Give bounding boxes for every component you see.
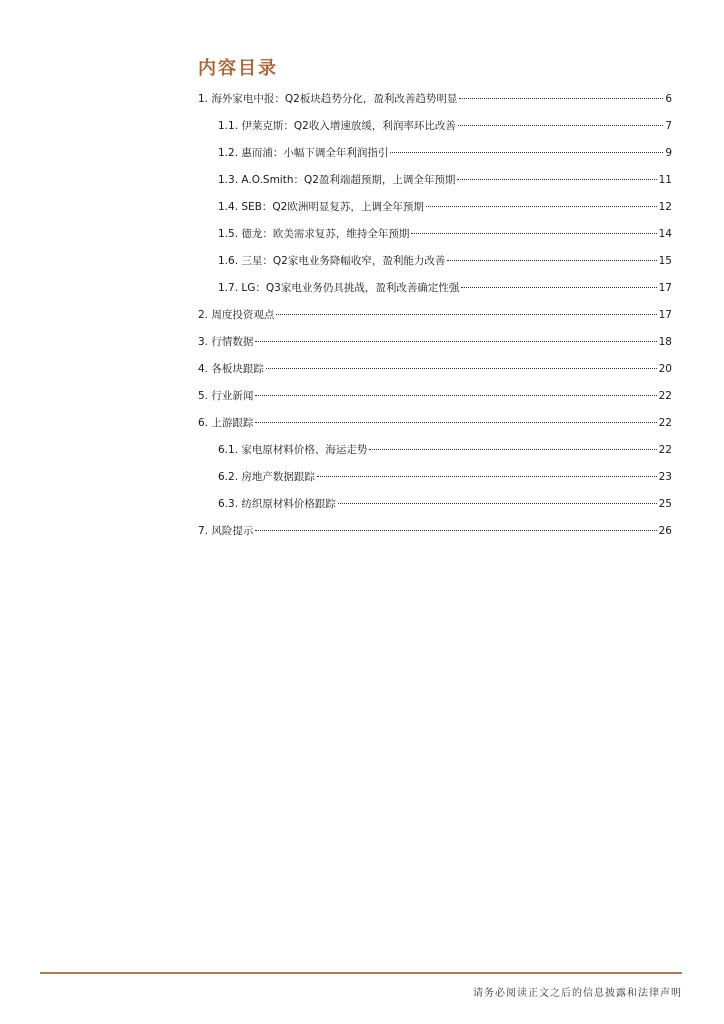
toc-entry[interactable] (198, 389, 672, 416)
toc-entry[interactable] (198, 146, 672, 173)
toc-entry[interactable] (198, 524, 672, 551)
toc-entry-label: 1.7. LG：Q3家电业务仍具挑战，盈利改善确定性强 (218, 282, 460, 294)
toc-entry[interactable] (198, 227, 672, 254)
toc-page-number: 23 (658, 471, 672, 483)
toc-entry[interactable] (198, 92, 672, 119)
dot-leader (317, 476, 657, 477)
toc-entry[interactable] (198, 200, 672, 227)
toc-entry-label: 4. 各板块跟踪 (198, 363, 264, 375)
dot-leader (276, 314, 656, 315)
footer-disclaimer: 请务必阅读正文之后的信息披露和法律声明 (473, 988, 682, 999)
toc-page-number: 15 (658, 255, 672, 267)
toc-entry-label: 1.3. A.O.Smith：Q2盈利端超预期，上调全年预期 (218, 174, 456, 186)
toc-entry-label: 1.6. 三星：Q2家电业务降幅收窄，盈利能力改善 (218, 255, 446, 267)
footer-divider (40, 972, 682, 974)
toc-entry[interactable] (198, 119, 672, 146)
toc-entry-label: 1.2. 惠而浦：小幅下调全年利润指引 (218, 147, 389, 159)
toc-page-number: 17 (658, 309, 672, 321)
dot-leader (457, 179, 656, 180)
toc-entry[interactable] (198, 416, 672, 443)
dot-leader (461, 287, 656, 288)
dot-leader (369, 449, 656, 450)
toc-page-number: 7 (665, 120, 672, 132)
toc-entry[interactable] (198, 335, 672, 362)
toc-page-number: 22 (658, 444, 672, 456)
dot-leader (390, 152, 663, 153)
toc-entry-label: 6. 上游跟踪 (198, 417, 254, 429)
toc-page-number: 17 (658, 282, 672, 294)
dot-leader (447, 260, 656, 261)
toc-entry-label: 1.4. SEB：Q2欧洲明显复苏，上调全年预期 (218, 201, 424, 213)
toc-entry[interactable] (198, 254, 672, 281)
toc-entry[interactable] (198, 281, 672, 308)
toc-page-number: 26 (658, 525, 672, 537)
toc-entry-label: 5. 行业新闻 (198, 390, 254, 402)
toc-entry-label: 6.3. 纺织原材料价格跟踪 (218, 498, 336, 510)
dot-leader (255, 422, 656, 423)
toc-entry[interactable] (198, 173, 672, 200)
toc-page-number: 9 (665, 147, 672, 159)
toc-entry[interactable] (198, 362, 672, 389)
toc-title: 内容目录 (198, 58, 278, 79)
dot-leader (255, 395, 656, 396)
toc-entry-label: 1. 海外家电中报：Q2板块趋势分化，盈利改善趋势明显 (198, 93, 458, 105)
toc-entry-label: 6.2. 房地产数据跟踪 (218, 471, 315, 483)
toc-page-number: 25 (658, 498, 672, 510)
toc-entry[interactable] (198, 308, 672, 335)
dot-leader (255, 341, 656, 342)
toc-entry-label: 7. 风险提示 (198, 525, 254, 537)
dot-leader (266, 368, 657, 369)
toc-entry-label: 6.1. 家电原材料价格、海运走势 (218, 444, 368, 456)
toc-page-number: 6 (665, 93, 672, 105)
dot-leader (338, 503, 657, 504)
toc-page-number: 12 (658, 201, 672, 213)
toc-page-number: 22 (658, 390, 672, 402)
dot-leader (426, 206, 657, 207)
toc-page-number: 18 (658, 336, 672, 348)
toc-entry-label: 3. 行情数据 (198, 336, 254, 348)
toc-entry-label: 1.1. 伊莱克斯：Q2收入增速放缓，利润率环比改善 (218, 120, 456, 132)
dot-leader (459, 98, 663, 99)
toc-entry-label: 2. 周度投资观点 (198, 309, 275, 321)
dot-leader (458, 125, 663, 126)
toc-entry[interactable] (198, 497, 672, 524)
toc-page-number: 14 (658, 228, 672, 240)
toc-page-number: 11 (658, 174, 672, 186)
toc-entry[interactable] (198, 470, 672, 497)
toc-entry-label: 1.5. 德龙：欧美需求复苏，维持全年预期 (218, 228, 410, 240)
toc-page-number: 20 (658, 363, 672, 375)
table-of-contents (198, 92, 672, 551)
toc-page-number: 22 (658, 417, 672, 429)
toc-entry[interactable] (198, 443, 672, 470)
dot-leader (411, 233, 656, 234)
dot-leader (255, 530, 656, 531)
